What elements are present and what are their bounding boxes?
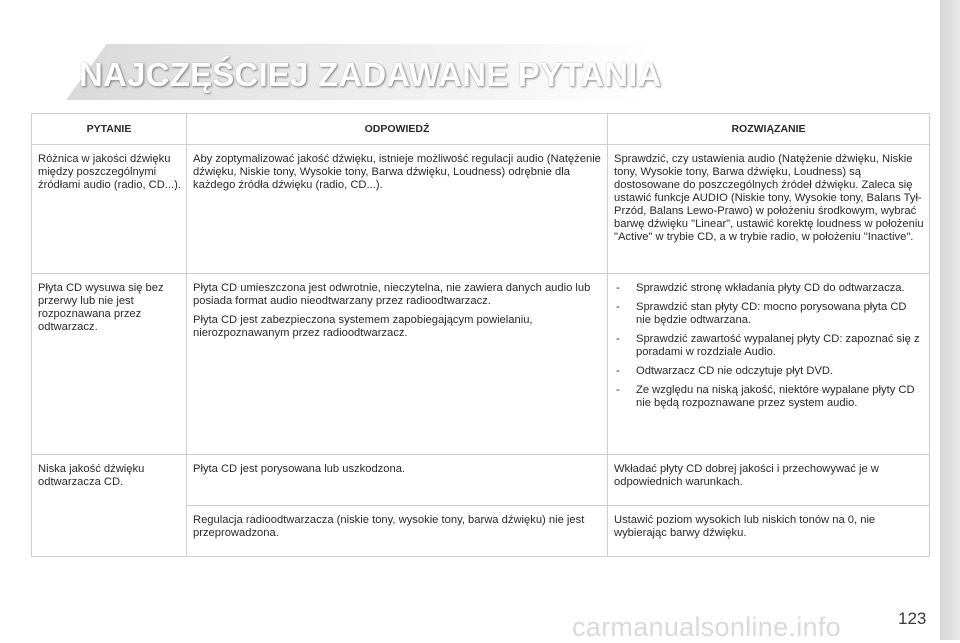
list-item: - Sprawdzić stronę wkładania płyty CD do odtwarzacza. [614, 282, 924, 295]
page-title: NAJCZĘŚCIEJ ZADAWANE PYTANIA [79, 56, 662, 93]
table-row [32, 274, 930, 455]
answer-text: Płyta CD jest zabezpieczona systemem zapobiegającym powielaniu, nierozpoznawanym przez radioodtwarzacz. [193, 314, 533, 339]
answer-cell [187, 274, 608, 455]
question-text: Płyta CD wysuwa się bez przerwy lub nie jest rozpoznawana przez odtwarzacz. [38, 282, 164, 333]
page-edge-strip [940, 0, 960, 640]
solution-cell [608, 274, 930, 455]
solution-list [614, 282, 924, 410]
solution-text: Wkładać płyty CD dobrej jakości i przechowywać je w odpowiednich warunkach. [614, 463, 879, 488]
question-cell [32, 455, 187, 557]
answer-cell [187, 145, 608, 274]
solution-text: Sprawdzić, czy ustawienia audio (Natężenie dźwięku, Niskie tony, Wysokie tony, Barwa dźwięku, Loudness) są dostosowane do poszczególnych źródeł dźwięku. Zaleca się ustawić funkcje AUDIO (Niskie tony, Wysokie tony, Balans Tył-Przód, Balans Lewo-Prawo) w położeniu środkowym, wybrać barwę dźwięku "Linear", ustawić korektę loudness w położeniu "Active" w trybie CD, a w trybie radio, w położeniu "Inactive". [614, 153, 924, 243]
answer-text: Płyta CD jest porysowana lub uszkodzona. [193, 463, 406, 475]
question-cell [32, 145, 187, 274]
table-row [32, 455, 930, 506]
question-text: Różnica w jakości dźwięku między poszczególnymi źródłami audio (radio, CD...). [38, 153, 182, 191]
solution-text: Ustawić poziom wysokich lub niskich tonów na 0, nie wybierając barwy dźwięku. [614, 514, 876, 539]
table-row [32, 145, 930, 274]
header-question: PYTANIE [32, 114, 187, 145]
answer-text: Płyta CD umieszczona jest odwrotnie, nieczytelna, nie zawiera danych audio lub posiada format audio nieodtwarzany przez radioodtwarzacz. [193, 282, 591, 307]
list-item: - Sprawdzić stan płyty CD: mocno porysowana płyta CD nie będzie odtwarzana. [614, 301, 924, 327]
solution-cell [608, 145, 930, 274]
header-solution: ROZWIĄZANIE [608, 114, 930, 145]
solution-cell [608, 506, 930, 557]
page-number: 123 [898, 609, 927, 628]
solution-cell [608, 455, 930, 506]
header-answer: ODPOWIEDŹ [187, 114, 608, 145]
faq-table [31, 113, 930, 557]
question-text: Niska jakość dźwięku odtwarzacza CD. [38, 463, 145, 488]
table-header-row [32, 114, 930, 145]
list-item: - Sprawdzić zawartość wypalanej płyty CD: zapoznać się z poradami w rozdziale Audio. [614, 333, 924, 359]
question-cell [32, 274, 187, 455]
answer-cell [187, 455, 608, 506]
list-item: - Odtwarzacz CD nie odczytuje płyt DVD. [614, 365, 924, 378]
list-item: - Ze względu na niską jakość, niektóre wypalane płyty CD nie będą rozpoznawane przez system audio. [614, 384, 924, 410]
answer-text: Regulacja radioodtwarzacza (niskie tony, wysokie tony, barwa dźwięku) nie jest przeprowadzona. [193, 514, 585, 539]
answer-text: Aby zoptymalizować jakość dźwięku, istnieje możliwość regulacji audio (Natężenie dźwięku, Niskie tony, Wysokie tony, Barwa dźwięku, Loudness) odrębnie dla każdego źródła dźwięku (radio, CD...). [193, 153, 601, 191]
watermark: carmanualsonline.info [572, 612, 841, 642]
answer-cell [187, 506, 608, 557]
